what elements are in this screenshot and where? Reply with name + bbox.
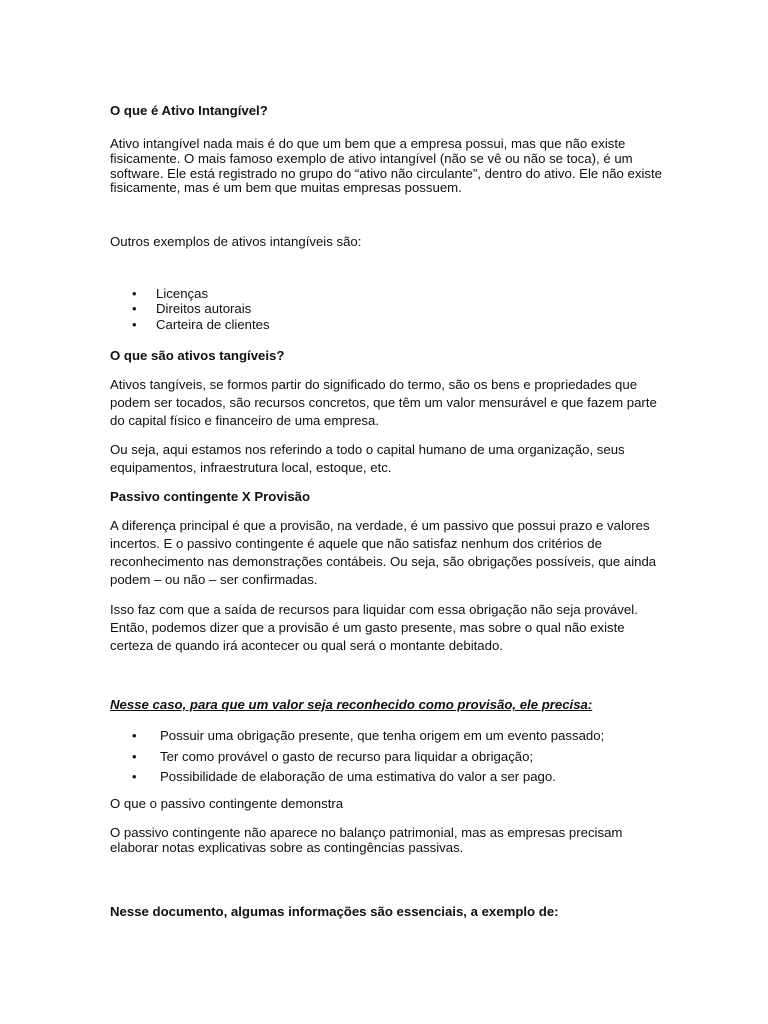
heading-passivo-contingente-x-provisao: Passivo contingente X Provisão	[110, 489, 311, 504]
list-item-label: Carteira de clientes	[156, 316, 270, 332]
paragraph-ou-seja: Ou seja, aqui estamos nos referindo a todo o capital humano de uma organização, seus equipamentos, infraestrutura local, estoque, etc.	[110, 442, 625, 475]
bullet-icon: •	[132, 728, 137, 743]
list-item	[110, 747, 604, 768]
paragraph-ativos-tangiveis-definicao: Ativos tangíveis, se formos partir do significado do termo, são os bens e propriedades que podem ser tocados, são recursos concretos, que têm um valor mensurável e que fazem parte do capital físico e financeiro de uma empresa.	[110, 377, 657, 428]
paragraph-passivo-contingente-balanco: O passivo contingente não aparece no balanço patrimonial, mas as empresas precisam elaborar notas explicativas sobre as contingências passivas.	[110, 825, 623, 855]
list-item	[110, 726, 604, 747]
list-item	[110, 767, 604, 788]
paragraph-diferenca-principal: A diferença principal é que a provisão, na verdade, é um passivo que possui prazo e valores incertos. E o passivo contingente é aquele que não satisfaz nenhum dos critérios de reconhecimento nas demonstrações contábeis. Ou seja, são obrigações possíveis, que ainda podem – ou não – ser confirmadas.	[110, 518, 657, 587]
list-item-label: Possuir uma obrigação presente, que tenha origem em um evento passado;	[160, 728, 605, 743]
bullet-list-exemplos-intangiveis	[110, 286, 270, 332]
list-item	[110, 301, 270, 316]
paragraph-ativo-intangivel-definicao: Ativo intangível nada mais é do que um bem que a empresa possui, mas que não existe fisicamente. O mais famoso exemplo de ativo intangível (não se vê ou não se toca), é um software. Ele está registrado no grupo do “ativo não circulante”, dentro do ativo. Ele não existe fisicamente, mas é um bem que muitas empresas possuem.	[110, 136, 662, 196]
bullet-icon: •	[132, 301, 137, 317]
list-item-label: Ter como provável o gasto de recurso para liquidar a obrigação;	[160, 748, 534, 764]
bullet-icon: •	[132, 769, 137, 785]
bullet-list-requisitos-provisao	[110, 726, 604, 788]
bullet-icon: •	[132, 748, 137, 764]
emphasized-provisao-requisitos: Nesse caso, para que um valor seja reconhecido como provisão, ele precisa:	[110, 697, 593, 712]
list-item	[110, 286, 270, 301]
list-item-label: Direitos autorais	[156, 301, 252, 317]
paragraph-saida-de-recursos: Isso faz com que a saída de recursos para liquidar com essa obrigação não seja provável. Então, podemos dizer que a provisão é um gasto presente, mas sobre o qual não existe certeza de quando irá acontecer ou qual será o montante debitado.	[110, 602, 638, 653]
heading-ativos-tangiveis: O que são ativos tangíveis?	[110, 348, 285, 363]
heading-ativo-intangivel: O que é Ativo Intangível?	[110, 103, 268, 118]
paragraph-outros-exemplos: Outros exemplos de ativos intangíveis são:	[110, 234, 362, 249]
bullet-icon: •	[132, 286, 137, 301]
bullet-icon: •	[132, 316, 137, 332]
list-item	[110, 317, 270, 332]
heading-nesse-documento: Nesse documento, algumas informações são essenciais, a exemplo de:	[110, 904, 559, 919]
list-item-label: Possibilidade de elaboração de uma estimativa do valor a ser pago.	[160, 769, 556, 785]
list-item-label: Licenças	[156, 286, 209, 301]
paragraph-o-que-demonstra: O que o passivo contingente demonstra	[110, 796, 344, 811]
